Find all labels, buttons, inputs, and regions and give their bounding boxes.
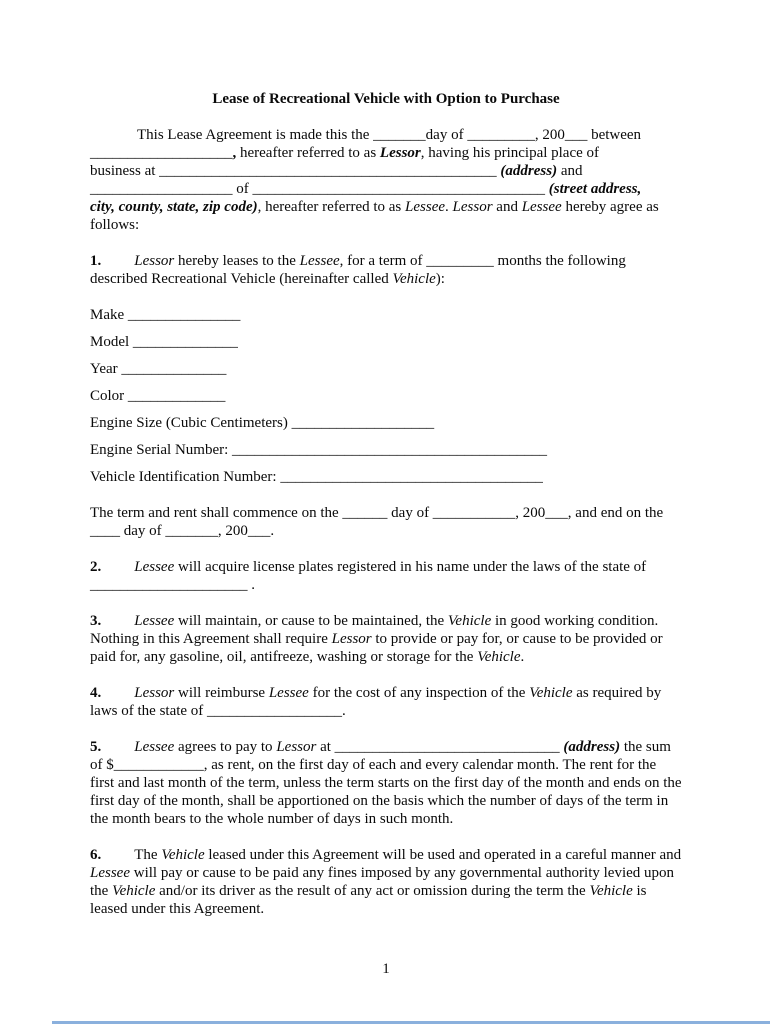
document-title: Lease of Recreational Vehicle with Option to Purchase	[212, 91, 560, 107]
text-run: hereafter referred to as	[240, 145, 380, 161]
text-run: ,	[232, 145, 240, 161]
text-run: in good working condition. Nothing in this Agreement shall require	[90, 613, 659, 647]
text-run: (address)	[500, 163, 558, 179]
model-field-line	[90, 333, 682, 351]
text-run: ______________	[132, 334, 238, 350]
text-run: Lessor	[276, 739, 317, 755]
text-run: 6.	[90, 847, 102, 863]
text-run: will pay or cause to be paid any fines imposed by any governmental authority levied upon the	[90, 865, 675, 899]
text-run: _______________	[127, 307, 241, 323]
engine-size-field-line	[90, 414, 682, 432]
year-field-line	[90, 360, 682, 378]
text-run: _______________________________________	[252, 181, 545, 197]
text-run: , having his principal place of	[420, 145, 600, 161]
text-run: ___________________	[291, 415, 435, 431]
page-number: 1	[382, 961, 390, 977]
text-run: will reimburse	[174, 685, 269, 701]
text-run: Vehicle	[392, 271, 436, 287]
text-run: and	[557, 163, 583, 179]
text-run: 3.	[90, 613, 102, 629]
text-run: .	[520, 649, 525, 665]
text-run: .	[445, 199, 453, 215]
text-run: _____________________________________________	[159, 163, 497, 179]
text-run: Lessee	[134, 613, 175, 629]
text-run: 2.	[90, 559, 102, 575]
opening-paragraph	[90, 126, 682, 234]
text-run: to provide or pay for, or cause to be provided or paid for, any gasoline, oil, antifreeze, washing or storage for the	[90, 631, 663, 665]
text-run: and/or its driver as the result of any act or omission during the term the	[155, 883, 590, 899]
text-run: Lessee	[134, 559, 175, 575]
text-run: Vehicle	[477, 649, 521, 665]
text-run: 5.	[90, 739, 102, 755]
text-run: Lessor	[452, 199, 493, 215]
text-run: Engine Serial Number:	[90, 442, 233, 458]
text-run: business at	[90, 163, 160, 179]
text-run: Vehicle	[447, 613, 492, 629]
text-run: The term and rent shall commence on the ______ day of ___________, 200___, and end on the	[90, 505, 664, 521]
color-field-line	[90, 387, 682, 405]
text-run: , hereafter referred to as	[257, 199, 406, 215]
text-run: ______________________________	[334, 739, 560, 755]
text-run: Lessor	[134, 685, 175, 701]
clause-5-paragraph	[90, 738, 682, 828]
text-run: Model	[90, 334, 133, 350]
clause-2-paragraph	[90, 558, 682, 594]
clause-4-paragraph	[90, 684, 682, 720]
text-run: Lessee	[268, 685, 309, 701]
text-run: Vehicle Identification Number:	[90, 469, 281, 485]
text-run: Lessee	[405, 199, 446, 215]
text-run: leased under this Agreement will be used and operated in a careful manner and	[204, 847, 682, 863]
text-run: (address)	[563, 739, 621, 755]
text-run: at	[316, 739, 335, 755]
text-run: Lessee	[299, 253, 340, 269]
text-run: city, county, state, zip code)	[90, 199, 258, 215]
text-run: _____________	[127, 388, 226, 404]
text-run: is leased under this Agreement.	[90, 883, 647, 917]
text-run: agrees to pay to	[174, 739, 277, 755]
text-run: ___________________	[90, 181, 233, 197]
clause-3-paragraph	[90, 612, 682, 666]
text-run: 1.	[90, 253, 102, 269]
text-run: Vehicle	[112, 883, 156, 899]
text-run: Engine Size (Cubic Centimeters)	[90, 415, 292, 431]
text-run: the sum of $____________, as rent, on the first day of each and every calendar month. The rent for the first and last month of the term, unless the term starts on the first day of the month and ends on the first day of the month, shall be apportioned on the basis which the number of days of the term in the month bears to the whole number of days in such month.	[90, 739, 682, 827]
text-run: hereby leases to the	[174, 253, 300, 269]
text-run: 4.	[90, 685, 102, 701]
text-run: Vehicle	[529, 685, 573, 701]
text-run: ):	[435, 271, 445, 287]
text-run: Lessor	[331, 631, 372, 647]
text-run: ___________________________________	[280, 469, 543, 485]
text-run: for the cost of any inspection of the	[308, 685, 530, 701]
text-run: _____________________ .	[90, 577, 255, 593]
text-run: ___________________	[90, 145, 233, 161]
text-run: hereby agree as follows:	[90, 199, 659, 233]
text-run: The	[134, 847, 162, 863]
term-commencement-paragraph	[90, 504, 682, 540]
text-run: will acquire license plates registered in his name under the laws of the state of	[174, 559, 647, 575]
text-run: Year	[90, 361, 122, 377]
make-field-line	[90, 306, 682, 324]
text-run: (street address,	[548, 181, 642, 197]
text-run: Lessee	[521, 199, 562, 215]
text-run: Make	[90, 307, 128, 323]
text-run: Lessee	[90, 865, 130, 881]
text-run: and	[492, 199, 522, 215]
text-run: of	[232, 181, 253, 197]
vin-field-line	[90, 468, 682, 486]
clause-6-paragraph	[90, 846, 682, 918]
text-run: Vehicle	[161, 847, 205, 863]
text-run: , for a term of _________ months the following described Recreational Vehicle (hereinafter called	[90, 253, 626, 287]
text-run: as required by laws of the state of __________________.	[90, 685, 662, 719]
text-run: This Lease Agreement is made this the _______day of _________, 200___ between	[137, 127, 642, 143]
text-run: Lessee	[134, 739, 175, 755]
text-run: Vehicle	[589, 883, 633, 899]
engine-serial-field-line	[90, 441, 682, 459]
clause-1-paragraph	[90, 252, 682, 288]
text-run: Lessor	[379, 145, 421, 161]
text-run: ______________	[121, 361, 227, 377]
text-run: __________________________________________	[232, 442, 548, 458]
text-run: will maintain, or cause to be maintained, the	[174, 613, 448, 629]
text-run: Color	[90, 388, 128, 404]
text-run: ____ day of _______, 200___.	[90, 523, 275, 539]
text-run: Lessor	[134, 253, 175, 269]
